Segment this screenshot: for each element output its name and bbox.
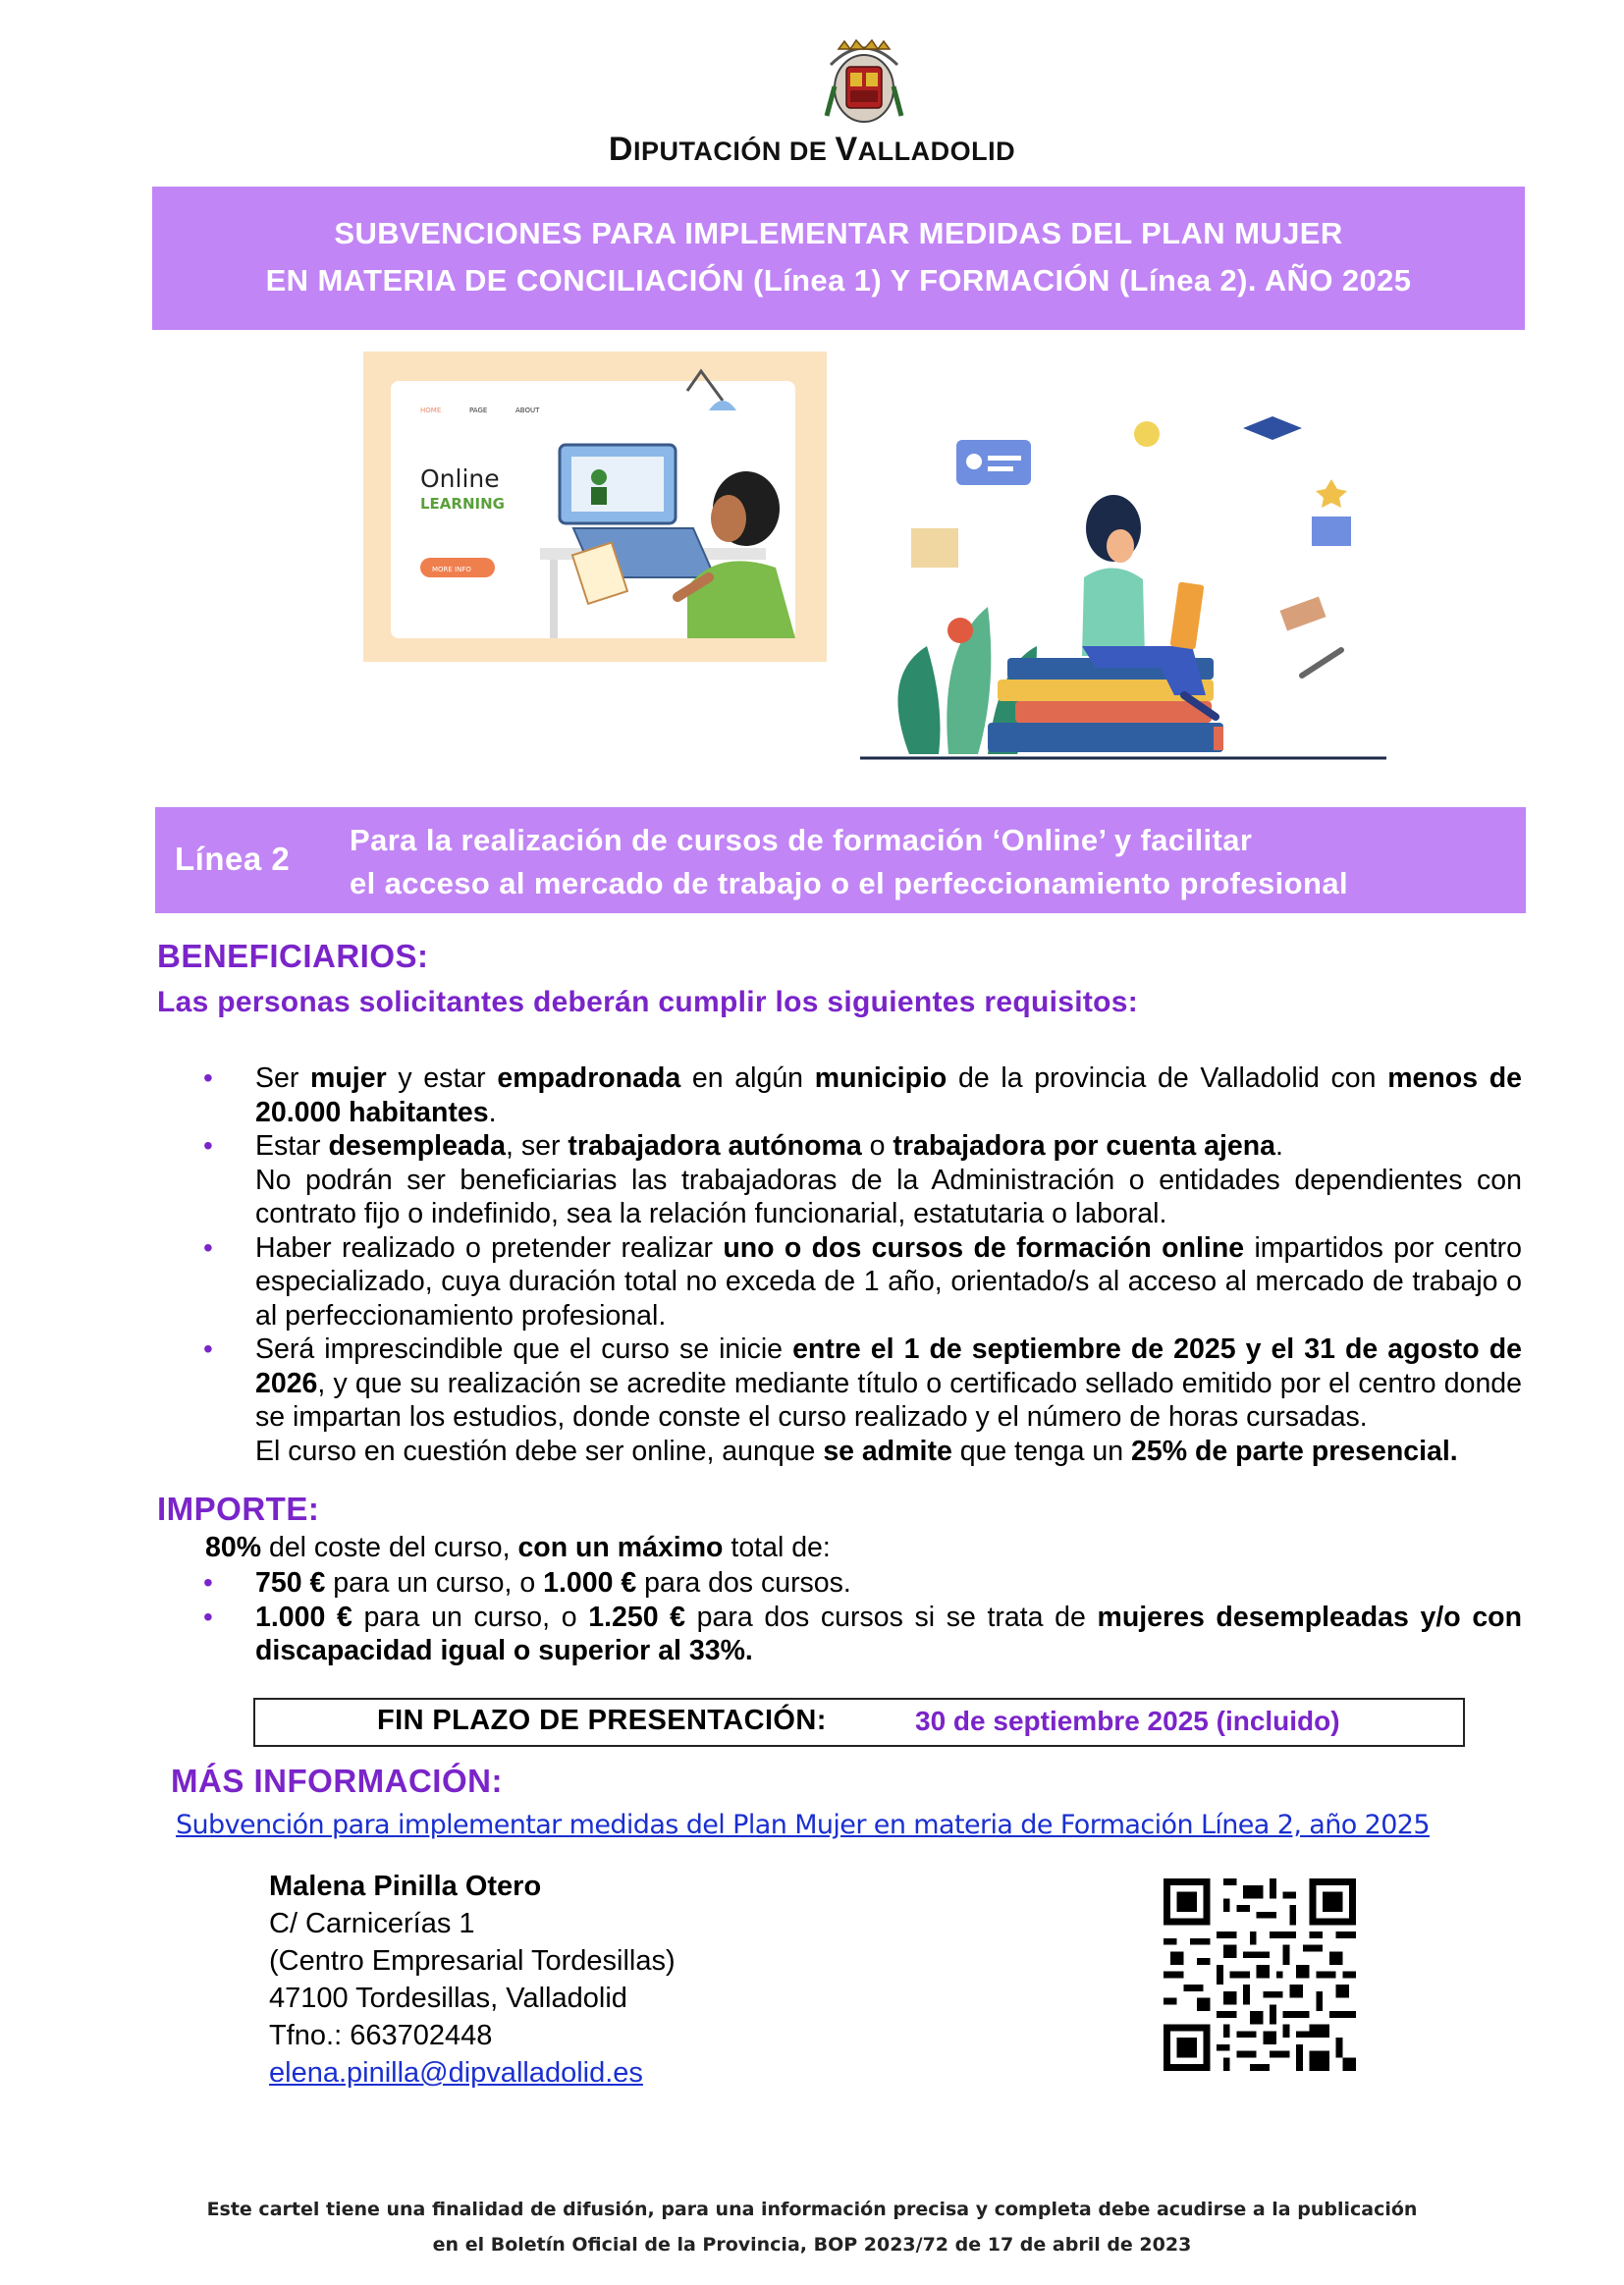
bullet-icon: •	[203, 1601, 213, 1632]
deadline-label: FIN PLAZO DE PRESENTACIÓN:	[377, 1705, 827, 1736]
bullet-icon: •	[203, 1062, 213, 1093]
title-line-1: SUBVENCIONES PARA IMPLEMENTAR MEDIDAS DEL PLAN MUJER	[334, 216, 1343, 250]
contact-building: (Centro Empresarial Tordesillas)	[269, 1945, 676, 1977]
bullet-icon: •	[203, 1231, 213, 1263]
contact-email-link[interactable]: elena.pinilla@dipvalladolid.es	[269, 2057, 643, 2089]
illustration-button: MORE INFO	[432, 566, 471, 573]
nav-page: PAGE	[469, 407, 488, 414]
linea-description-line-2: el acceso al mercado de trabajo o el perfeccionamiento profesional	[350, 866, 1349, 900]
bullet-icon: •	[203, 1130, 213, 1161]
footer-disclaimer	[0, 2192, 1624, 2262]
importe-heading: IMPORTE:	[157, 1491, 320, 1527]
importe-item: • 1.000 € para un curso, o 1.250 € para dos cursos si se trata de mujeres desempleadas y/o con discapacidad igual o superior al 33%.	[203, 1601, 1522, 1666]
more-info-heading: MÁS INFORMACIÓN:	[171, 1763, 503, 1799]
nav-about: ABOUT	[515, 407, 540, 414]
contact-street: C/ Carnicerías 1	[269, 1908, 475, 1939]
linea-description-line-1: Para la realización de cursos de formación ‘Online’ y facilitar	[350, 823, 1253, 857]
linea-label: Línea 2	[175, 841, 291, 877]
deadline-value: 30 de septiembre 2025 (incluido)	[915, 1706, 1340, 1736]
qr-code-icon[interactable]	[1164, 1878, 1356, 2071]
nav-home: HOME	[420, 407, 442, 414]
requirement-item: • Será imprescindible que el curso se inicie entre el 1 de septiembre de 2025 y el 31 de agosto de 2026, y que su realización se acredite mediante título o certificado sellado emitido por el centro donde se impartan los estudios, donde conste el curso realizado y el número de horas cursadas. El curso en cuestión debe ser online, aunque se admite que tenga un 25% de parte presencial.	[203, 1333, 1522, 1467]
contact-city: 47100 Tordesillas, Valladolid	[269, 1983, 627, 2014]
requirement-item: • Ser mujer y estar empadronada en algún municipio de la provincia de Valladolid con menos de 20.000 habitantes.	[203, 1062, 1522, 1128]
footer-line-1: Este cartel tiene una finalidad de difusión, para una información precisa y completa debe acudirse a la publicación	[206, 2199, 1418, 2220]
organization-name: DIPUTACIÓN DE VALLADOLID	[608, 131, 1016, 168]
contact-block	[269, 1868, 676, 2092]
title-line-2: EN MATERIA DE CONCILIACIÓN (Línea 1) Y FORMACIÓN (Línea 2). AÑO 2025	[265, 263, 1412, 298]
diputacion-crest-icon	[821, 37, 907, 128]
contact-phone: Tfno.: 663702448	[269, 2020, 493, 2051]
requirements-list	[203, 1061, 1522, 1468]
title-banner	[152, 187, 1525, 330]
importe-intro: 80% del coste del curso, con un máximo total de:	[205, 1532, 831, 1563]
beneficiarios-heading: BENEFICIARIOS:	[157, 938, 429, 974]
beneficiarios-subheading: Las personas solicitantes deberán cumplir los siguientes requisitos:	[157, 986, 1139, 1018]
illustration-heading: Online	[420, 464, 500, 493]
contact-name: Malena Pinilla Otero	[269, 1871, 542, 1902]
online-learning-illustration	[363, 352, 827, 662]
bullet-icon: •	[203, 1567, 213, 1598]
deadline-box	[253, 1698, 1465, 1747]
linea-2-banner	[155, 807, 1526, 913]
requirement-item: • Haber realizado o pretender realizar uno o dos cursos de formación online impartidos por centro especializado, cuya duración total no exceda de 1 año, orientado/s al acceso al mercado de trabajo o al perfeccionamiento profesional.	[203, 1231, 1522, 1332]
bullet-icon: •	[203, 1333, 213, 1364]
footer-line-2: en el Boletín Oficial de la Provincia, BOP 2023/72 de 17 de abril de 2023	[432, 2234, 1192, 2256]
importe-list	[203, 1566, 1522, 1668]
illustration-subheading: LEARNING	[420, 495, 505, 513]
more-info-link[interactable]: Subvención para implementar medidas del Plan Mujer en materia de Formación Línea 2, año 2025	[176, 1810, 1430, 1840]
requirement-item: • Estar desempleada, ser trabajadora autónoma o trabajadora por cuenta ajena. No podrán ser beneficiarias las trabajadoras de la Administración o entidades dependientes con contrato fijo o indefinido, sea la relación funcionarial, estatutaria o laboral.	[203, 1130, 1522, 1229]
importe-item: • 750 € para un curso, o 1.000 € para dos cursos.	[203, 1567, 851, 1599]
woman-studying-illustration	[850, 352, 1396, 770]
